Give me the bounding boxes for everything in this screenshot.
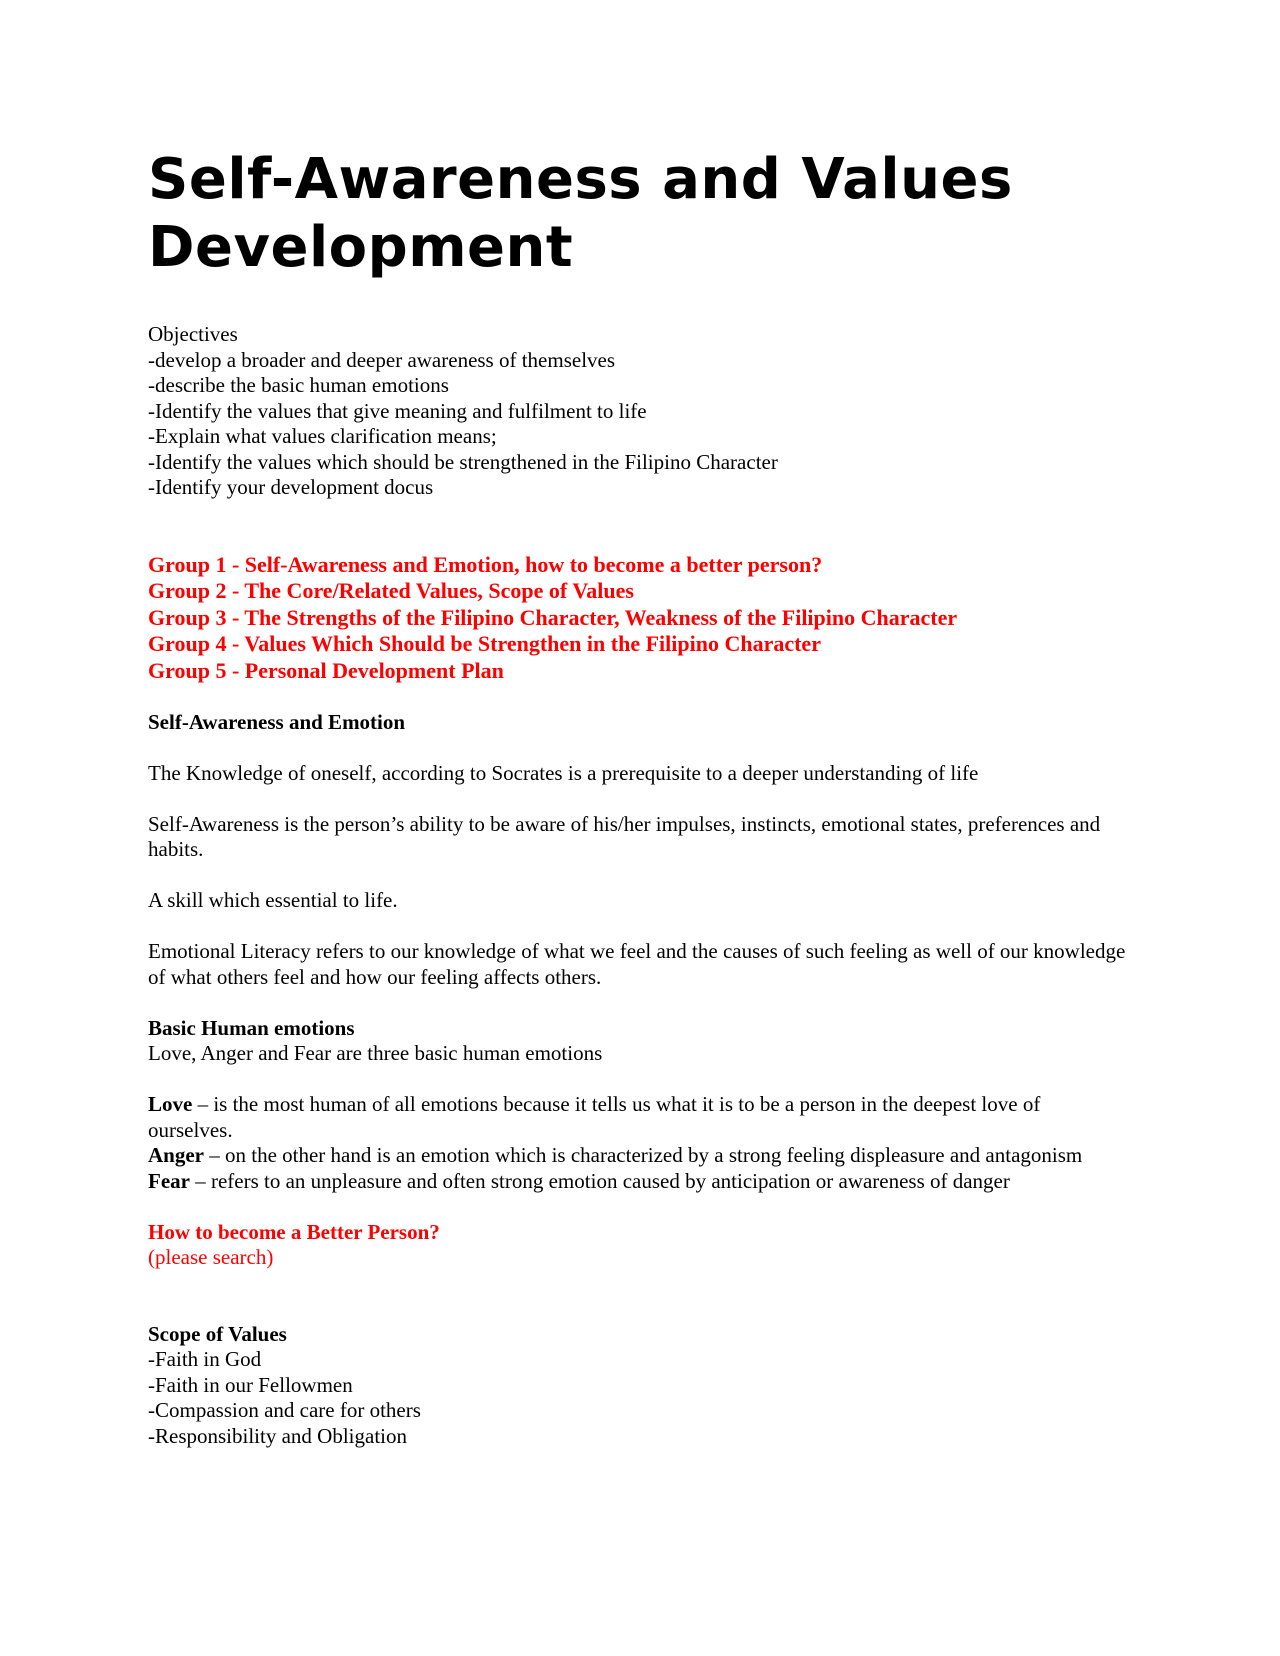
note: (please search)	[148, 1245, 274, 1269]
objective-item: -Identify your development docus	[148, 475, 434, 499]
self-awareness-section	[148, 710, 1128, 991]
group-item: Group 5 - Personal Development Plan	[148, 657, 504, 683]
objective-item: -Identify the values which should be strengthened in the Filipino Character	[148, 449, 778, 474]
emotion-love	[148, 1092, 1128, 1143]
objective-item: -develop a broader and deeper awareness of themselves	[148, 347, 616, 372]
spacer	[148, 684, 1128, 710]
group-item: Group 3 - The Strengths of the Filipino Character, Weakness of the Filipino Character	[148, 604, 958, 630]
objective-item: -Identify the values that give meaning and fulfilment to life	[148, 398, 647, 423]
document-title: Self-Awareness and Values Development	[148, 147, 1013, 280]
emotion-anger	[148, 1143, 1128, 1169]
objective-item: -Explain what values clarification means;	[148, 424, 497, 448]
group-item: Group 4 - Values Which Should be Strengthen in the Filipino Character	[148, 631, 821, 656]
paragraph: Self-Awareness is the person’s ability to be aware of his/her impulses, instincts, emotional states, preferences and habits.	[148, 811, 1101, 861]
document-page	[148, 146, 1128, 1449]
basic-emotions-section	[148, 1016, 1128, 1195]
definition: – refers to an unpleasure and often strong emotion caused by anticipation or awareness of danger	[189, 1168, 1010, 1193]
group-assignments	[148, 552, 1128, 685]
definition: – on the other hand is an emotion which is characterized by a strong feeling displeasure and antagonism	[204, 1143, 1083, 1167]
scope-of-values-section	[148, 1322, 1128, 1450]
paragraph: Emotional Literacy refers to our knowledge of what we feel and the causes of such feeling as well of our knowledge of what others feel and how our feeling affects others.	[148, 939, 1126, 989]
objective-item: -describe the basic human emotions	[148, 373, 449, 397]
value-item: -Compassion and care for others	[148, 1398, 421, 1422]
paragraph: The Knowledge of oneself, according to Socrates is a prerequisite to a deeper understanding of life	[148, 760, 979, 785]
emotion-fear	[148, 1169, 1128, 1195]
value-item: -Responsibility and Obligation	[148, 1423, 407, 1448]
term: Love	[148, 1092, 193, 1116]
group-item: Group 2 - The Core/Related Values, Scope of Values	[148, 578, 634, 603]
section-heading: Scope of Values	[148, 1321, 287, 1346]
definition: – is the most human of all emotions because it tells us what it is to be a person in the deepest love of ourselves.	[148, 1092, 1041, 1142]
term: Fear	[148, 1168, 190, 1193]
paragraph: Love, Anger and Fear are three basic human emotions	[148, 1041, 603, 1065]
section-heading: Self-Awareness and Emotion	[148, 709, 406, 734]
objectives-section	[148, 322, 1128, 501]
objectives-heading: Objectives	[148, 322, 238, 346]
value-item: -Faith in God	[148, 1347, 262, 1371]
value-item: -Faith in our Fellowmen	[148, 1372, 353, 1397]
better-person-section	[148, 1220, 1128, 1271]
paragraph: A skill which essential to life.	[148, 888, 398, 912]
section-heading: How to become a Better Person?	[148, 1219, 440, 1244]
section-heading: Basic Human emotions	[148, 1015, 355, 1040]
group-item: Group 1 - Self-Awareness and Emotion, how to become a better person?	[148, 551, 823, 577]
term: Anger	[148, 1143, 204, 1167]
